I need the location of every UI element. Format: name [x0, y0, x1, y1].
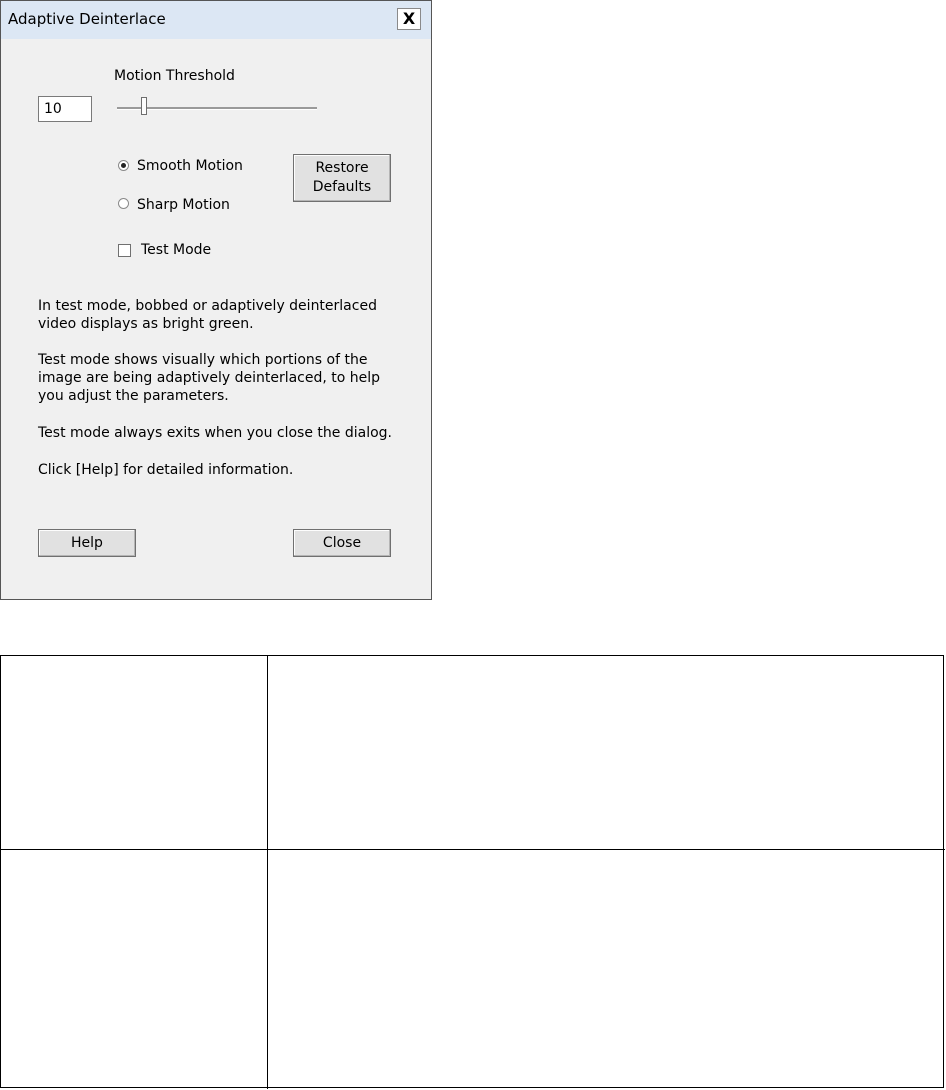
- info-line: Test mode always exits when you close the dialog.: [38, 425, 392, 441]
- test-mode-checkbox[interactable]: [118, 244, 131, 257]
- close-button[interactable]: Close: [293, 529, 391, 557]
- empty-table: [0, 655, 944, 1088]
- info-line: video displays as bright green.: [38, 316, 254, 332]
- smooth-motion-label[interactable]: Smooth Motion: [137, 158, 243, 174]
- dialog-title: Adaptive Deinterlace: [8, 10, 166, 28]
- info-line: image are being adaptively deinterlaced, to help: [38, 370, 381, 386]
- info-paragraph-4: [38, 461, 418, 479]
- info-line: Test mode shows visually which portions of the: [38, 352, 368, 368]
- restore-defaults-line2: Defaults: [312, 179, 372, 195]
- info-paragraph-3: [38, 424, 418, 442]
- info-line: Click [Help] for detailed information.: [38, 462, 294, 478]
- table-cell-r1-c1: [1, 656, 267, 849]
- restore-defaults-line1: Restore: [315, 160, 369, 176]
- motion-threshold-slider-thumb[interactable]: [141, 97, 147, 115]
- motion-threshold-input[interactable]: 10: [38, 96, 92, 122]
- sharp-motion-radio[interactable]: [118, 198, 129, 209]
- info-line: you adjust the parameters.: [38, 388, 229, 404]
- help-button[interactable]: Help: [38, 529, 136, 557]
- info-line: In test mode, bobbed or adaptively deinterlaced: [38, 298, 377, 314]
- radio-selected-dot: [121, 163, 126, 168]
- close-window-button[interactable]: [397, 8, 421, 30]
- close-icon: X: [402, 9, 416, 28]
- motion-threshold-label: Motion Threshold: [114, 68, 235, 84]
- motion-threshold-slider-track[interactable]: [117, 107, 317, 110]
- adaptive-deinterlace-dialog: [0, 0, 432, 600]
- sharp-motion-label[interactable]: Sharp Motion: [137, 197, 230, 213]
- restore-defaults-button[interactable]: [293, 154, 391, 202]
- test-mode-label[interactable]: Test Mode: [141, 242, 212, 258]
- info-paragraph-2: [38, 351, 418, 405]
- smooth-motion-radio[interactable]: [118, 160, 129, 171]
- title-bar[interactable]: [1, 1, 431, 39]
- table-cell-r2-c2: [268, 850, 944, 1087]
- table-cell-r1-c2: [268, 656, 944, 849]
- table-cell-r2-c1: [1, 850, 267, 1087]
- dialog-client-area: [5, 39, 427, 595]
- info-paragraph-1: [38, 297, 418, 333]
